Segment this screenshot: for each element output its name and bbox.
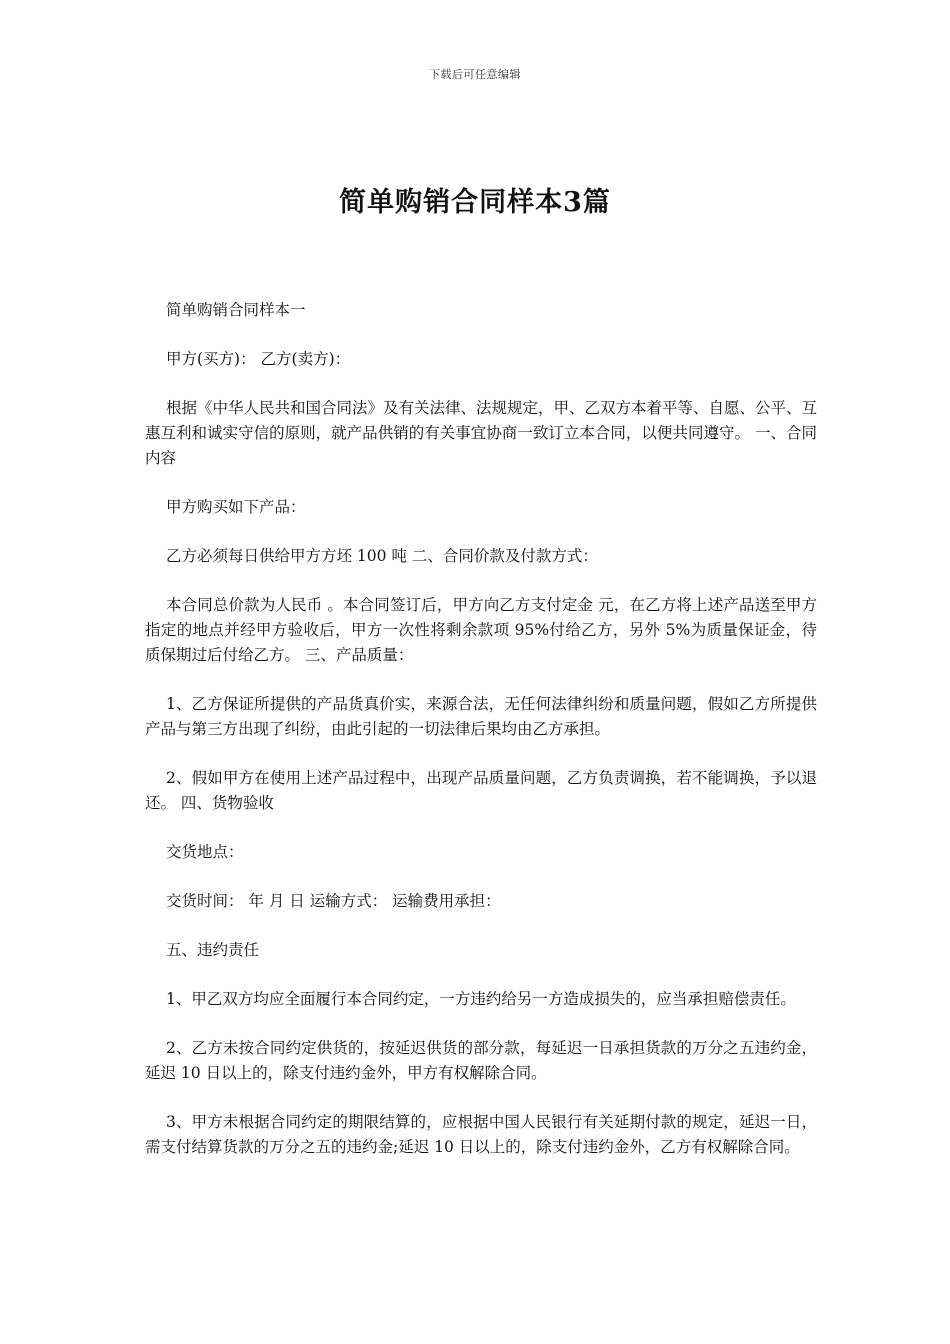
document-title: 简单购销合同样本3篇 — [339, 187, 611, 218]
liability-clause-3: 3、甲方未根据合同约定的期限结算的，应根据中国人民银行有关延期付款的规定，延迟一日，需支付结算货款的万分之五的违约金;延迟 10 日以上的，除支付违约金外，乙方有权解除合同。 — [145, 1113, 817, 1156]
supply-line: 乙方必须每日供给甲方方坯 100 吨 二、合同价款及付款方式： — [166, 547, 598, 565]
document-body — [145, 298, 817, 1184]
delivery-time-line: 交货时间： 年 月 日 运输方式： 运输费用承担： — [166, 892, 501, 910]
section-heading-liability: 五、违约责任 — [166, 941, 260, 959]
parties-line: 甲方(买方)： 乙方(卖方)： — [166, 350, 351, 368]
header-note: 下载后可任意编辑 — [429, 68, 521, 81]
price-payment-paragraph: 本合同总价款为人民币 。本合同签订后，甲方向乙方支付定金 元，在乙方将上述产品送至甲方指定的地点并经甲方验收后，甲方一次性将剩余款项 95%付给乙方，另外 5%为质量保证金，待质保期过后付给乙方。 三、产品质量： — [145, 596, 817, 664]
quality-clause-2: 2、假如甲方在使用上述产品过程中，出现产品质量问题，乙方负责调换，若不能调换，予以退还。 四、货物验收 — [145, 769, 817, 812]
quality-clause-1: 1、乙方保证所提供的产品货真价实，来源合法，无任何法律纠纷和质量问题，假如乙方所提供产品与第三方出现了纠纷，由此引起的一切法律后果均由乙方承担。 — [145, 695, 817, 738]
delivery-location: 交货地点： — [166, 843, 244, 861]
section-heading-sample-one: 简单购销合同样本一 — [166, 301, 306, 319]
purchase-line: 甲方购买如下产品： — [166, 498, 306, 516]
preamble-paragraph: 根据《中华人民共和国合同法》及有关法律、法规规定，甲、乙双方本着平等、自愿、公平、互惠互利和诚实守信的原则，就产品供销的有关事宜协商一致订立本合同，以便共同遵守。 一、合同内容 — [145, 399, 818, 467]
liability-clause-2: 2、乙方未按合同约定供货的，按延迟供货的部分款，每延迟一日承担货款的万分之五违约金，延迟 10 日以上的，除支付违约金外，甲方有权解除合同。 — [145, 1039, 817, 1082]
liability-clause-1: 1、甲乙双方均应全面履行本合同约定，一方违约给另一方造成损失的，应当承担赔偿责任。 — [166, 990, 796, 1008]
